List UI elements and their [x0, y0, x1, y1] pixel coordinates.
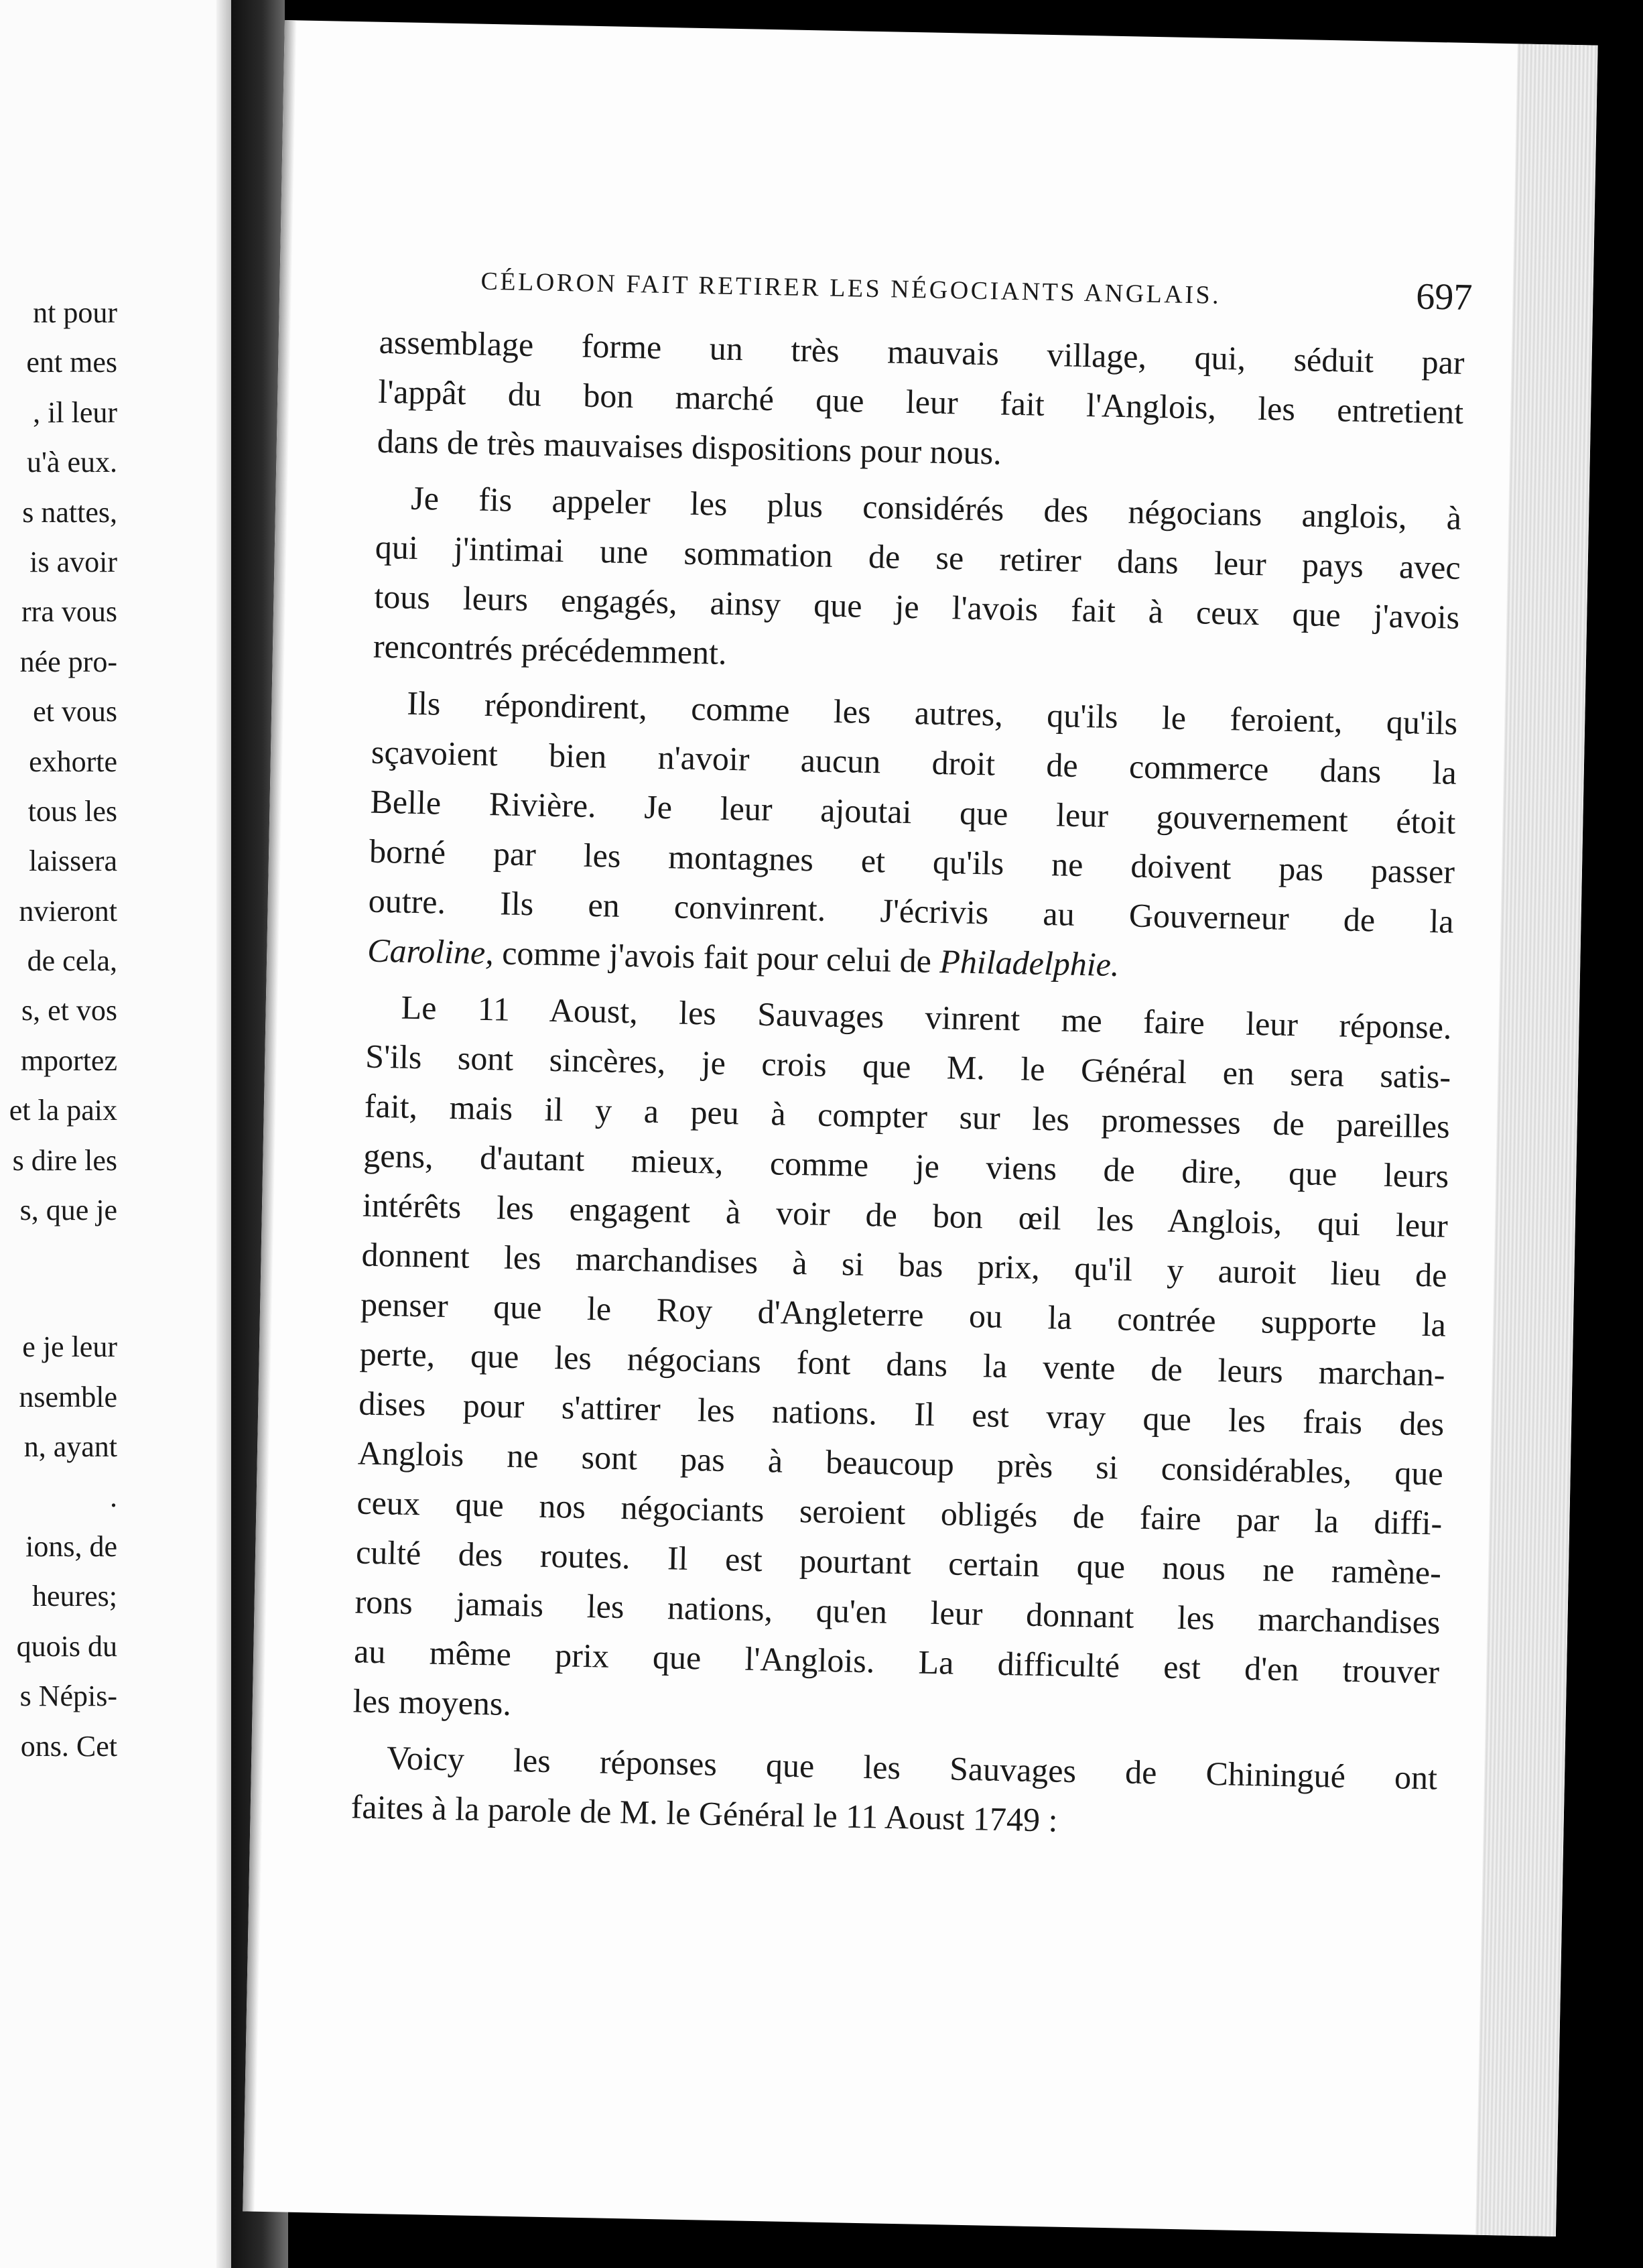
prev-line: rra vous [21, 595, 117, 629]
prev-line: et vous [33, 695, 117, 729]
previous-page-text [0, 288, 117, 1771]
prev-line: tous les [27, 794, 117, 828]
prev-line: ons. Cet [20, 1729, 117, 1763]
text-line: faites à la parole de M. le Général le 11 Aoust 1749 : [350, 1787, 1058, 1839]
text-line: fait, mais il y a peu à compter sur les promesses de pareilles [364, 1086, 1451, 1145]
text-line: les moyens. [352, 1682, 512, 1722]
prev-line: nsemble [19, 1380, 117, 1413]
text-line: Anglois ne sont pas à beaucoup près si considérables, que [357, 1434, 1444, 1493]
prev-line: n, ayant [23, 1430, 117, 1464]
text-line: donnent les marchandises à si bas prix, qu'il y auroit lieu de [361, 1235, 1447, 1294]
text-line: rencontrés précédemment. [373, 627, 728, 672]
italic-place-name: Philadelphie. [939, 942, 1120, 984]
prev-line: e je leur [22, 1330, 117, 1364]
current-page [243, 20, 1597, 2236]
text-line: au même prix que l'Anglois. La difficulté est d'en trouver [353, 1632, 1440, 1691]
prev-line: u'à eux. [27, 446, 117, 479]
text-line: Le 11 Aoust, les Sauvages vinrent me faire leur réponse. [401, 988, 1453, 1046]
text-line: assemblage forme un très mauvais village, qui, séduit par [379, 322, 1465, 381]
body-text [350, 317, 1465, 1852]
prev-line: s dire les [12, 1143, 117, 1177]
text-line: rons jamais les nations, qu'en leur donnant les marchandises [354, 1582, 1441, 1641]
prev-line: heures; [31, 1580, 117, 1613]
page-number: 697 [1415, 275, 1473, 319]
prev-line: s nattes, [22, 495, 117, 529]
text-line: dises pour s'attirer les nations. Il est vray que les frais des [358, 1384, 1445, 1443]
text-line: penser que le Roy d'Angleterre ou la contrée supporte la [360, 1285, 1447, 1344]
prev-line: ent mes [26, 346, 117, 379]
text-line: dans de très mauvaises dispositions pour nous. [377, 422, 1002, 472]
page-header [480, 257, 1473, 330]
text-line: borné par les montagnes et qu'ils ne doivent pas passer [369, 832, 1455, 891]
text-line: Je fis appeler les plus considérés des négocians anglois, à [410, 479, 1462, 537]
text-line: S'ils sont sincères, je crois que M. le Général en sera satis- [365, 1037, 1451, 1096]
prev-line: s, et vos [21, 994, 117, 1027]
previous-page-fragment [0, 0, 231, 2268]
text-line: l'appât du bon marché que leur fait l'Anglois, les entretient [377, 372, 1464, 431]
prev-line: s, que je [19, 1194, 117, 1227]
text-line: culté des routes. Il est pourtant certain que nous ne ramène- [355, 1533, 1442, 1592]
text-line: Belle Rivière. Je leur ajoutai que leur gouvernement étoit [370, 782, 1456, 841]
text-line: sçavoient bien n'avoir aucun droit de commerce dans la [371, 733, 1457, 792]
prev-line: née pro- [19, 645, 117, 678]
page-stack-edge [1475, 44, 1598, 2236]
text-line: gens, d'autant mieux, comme je viens de dire, que leurs [363, 1136, 1449, 1195]
text-line: perte, que les négocians font dans la vente de leurs marchan- [359, 1334, 1446, 1393]
italic-place-name: Caroline, [367, 931, 495, 972]
text-line: tous leurs engagés, ainsy que je l'avois fait à ceux que j'avois [373, 577, 1460, 636]
prev-line: . [110, 1480, 117, 1513]
text-line: intérêts les engagent à voir de bon œil les Anglois, qui leur [362, 1186, 1449, 1245]
prev-line: , il leur [33, 395, 117, 429]
text-line: qui j'intimai une sommation de se retirer dans leur pays avec [375, 527, 1461, 586]
prev-line: exhorte [29, 745, 117, 778]
prev-line: mportez [20, 1044, 117, 1077]
prev-line: is avoir [29, 545, 117, 578]
prev-line: quois du [16, 1629, 117, 1663]
text-line: outre. Ils en convinrent. J'écrivis au Gouverneur de la [368, 881, 1455, 940]
text-line: ceux que nos négociants seroient obligés de faire par la diffi- [356, 1483, 1443, 1542]
prev-line: nt pour [33, 296, 117, 329]
prev-gap [0, 1235, 117, 1322]
prev-line: laissera [29, 844, 117, 878]
text-line: Voicy les réponses que les Sauvages de Chiningué ont [386, 1739, 1438, 1797]
prev-line: nvieront [19, 894, 117, 928]
text-run: comme j'avois fait pour celui de [493, 934, 940, 981]
text-line: Ils répondirent, comme les autres, qu'ils le feroient, qu'ils [406, 684, 1458, 742]
left-gutter-shadow [216, 0, 231, 2268]
prev-line: de cela, [27, 944, 117, 978]
running-head: CÉLORON FAIT RETIRER LES NÉGOCIANTS ANGLAIS. [480, 267, 1222, 310]
prev-line: ions, de [25, 1529, 117, 1563]
prev-line: et la paix [9, 1094, 117, 1127]
prev-line: s Népis- [19, 1680, 117, 1713]
